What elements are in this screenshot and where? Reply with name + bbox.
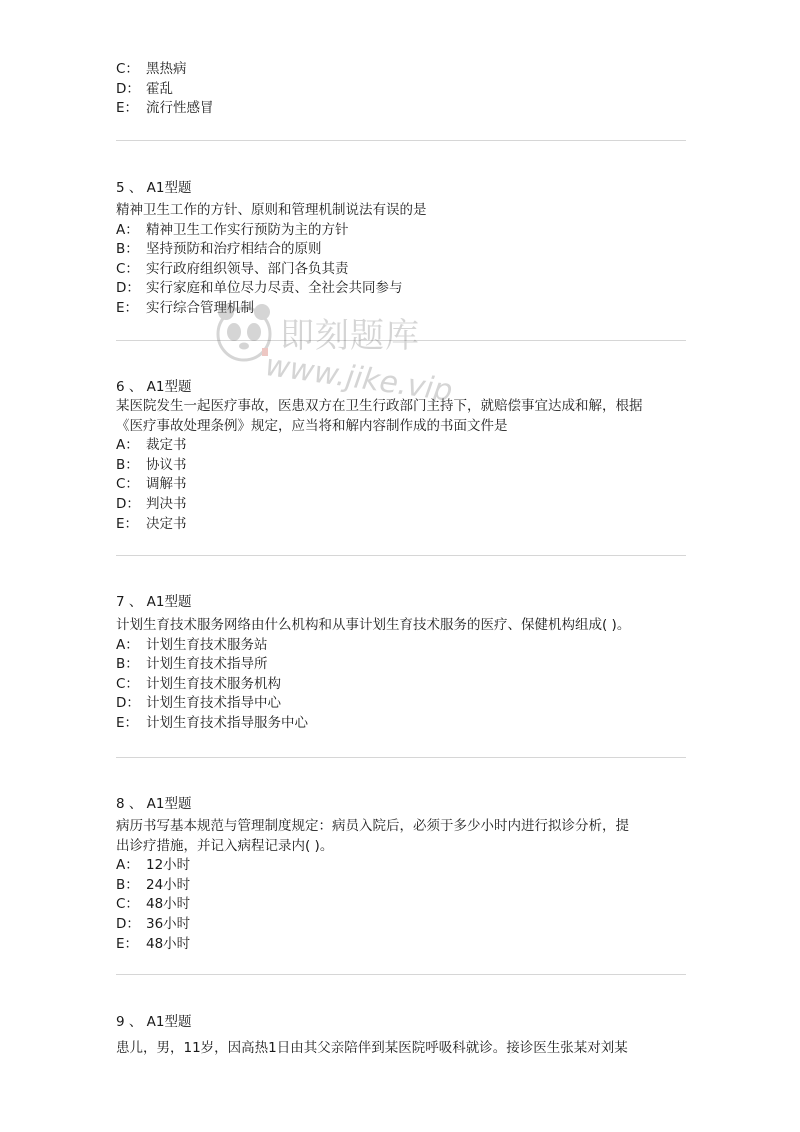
option-b: B： 计划生育技术指导所 [116, 655, 688, 675]
question-5 [116, 201, 688, 319]
question-9 [116, 1039, 688, 1059]
option-c: C： 调解书 [116, 475, 688, 495]
option-text: 计划生育技术指导所 [146, 656, 268, 673]
question-stem: 病历书写基本规范与管理制度规定：病员入院后，必须于多少小时内进行拟诊分析，提 [116, 818, 629, 834]
question-6 [116, 397, 688, 534]
option-b: B： 坚持预防和治疗相结合的原则 [116, 240, 688, 260]
option-c: C： 48小时 [116, 895, 688, 915]
divider [116, 757, 686, 758]
option-text: 霍乱 [146, 80, 173, 97]
option-text: 24小时 [146, 876, 191, 893]
option-text: 48小时 [146, 935, 191, 952]
question-stem: 计划生育技术服务网络由什么机构和从事计划生育技术服务的医疗、保健机构组成( )。 [116, 617, 631, 633]
option-text: 计划生育技术指导中心 [146, 695, 281, 712]
question-header-6: 6 、 A1型题 [116, 379, 192, 395]
option-c: C： 计划生育技术服务机构 [116, 675, 688, 695]
question-header-7: 7 、 A1型题 [116, 594, 192, 610]
divider [116, 140, 686, 141]
option-d: D： 计划生育技术指导中心 [116, 694, 688, 714]
option-b: B： 协议书 [116, 456, 688, 476]
option-d: D： 霍乱 [116, 80, 688, 100]
option-a: A： 12小时 [116, 856, 688, 876]
question-header-5: 5 、 A1型题 [116, 180, 192, 196]
option-d: D： 判决书 [116, 495, 688, 515]
watermark-brand: 即刻题库 [280, 316, 420, 356]
option-text: 实行家庭和单位尽力尽责、全社会共同参与 [146, 280, 403, 297]
question-stem: 精神卫生工作的方针、原则和管理机制说法有误的是 [116, 202, 427, 218]
option-text: 流行性感冒 [146, 100, 214, 117]
question-stem: 患儿，男，11岁，因高热1日由其父亲陪伴到某医院呼吸科就诊。接诊医生张某对刘某 [116, 1040, 628, 1056]
question-7 [116, 616, 688, 734]
option-text: 实行政府组织领导、部门各负其责 [146, 260, 349, 277]
divider [116, 974, 686, 975]
option-text: 12小时 [146, 857, 191, 874]
option-b: B： 24小时 [116, 876, 688, 896]
option-text: 调解书 [146, 476, 187, 493]
option-text: 48小时 [146, 896, 191, 913]
option-text: 计划生育技术指导服务中心 [146, 714, 308, 731]
question-header-9: 9 、 A1型题 [116, 1014, 192, 1030]
option-text: 计划生育技术服务机构 [146, 675, 281, 692]
divider [116, 340, 686, 341]
question-stem: 出诊疗措施，并记入病程记录内( )。 [116, 837, 334, 854]
option-text: 判决书 [146, 495, 187, 512]
prev-question-options [116, 60, 688, 119]
option-text: 裁定书 [146, 437, 187, 454]
option-a: A： 裁定书 [116, 436, 688, 456]
option-e: E： 决定书 [116, 515, 688, 535]
divider [116, 555, 686, 556]
question-stem: 《医疗事故处理条例》规定，应当将和解内容制作成的书面文件是 [116, 417, 508, 434]
option-a: A： 精神卫生工作实行预防为主的方针 [116, 221, 688, 241]
option-e: E： 实行综合管理机制 [116, 299, 688, 319]
option-c: C： 实行政府组织领导、部门各负其责 [116, 260, 688, 280]
option-text: 坚持预防和治疗相结合的原则 [146, 241, 322, 258]
question-stem: 某医院发生一起医疗事故，医患双方在卫生行政部门主持下，就赔偿事宜达成和解，根据 [116, 398, 643, 414]
watermark-url: www.jike.vip [263, 348, 455, 409]
option-c: C： 黑热病 [116, 60, 688, 80]
option-text: 36小时 [146, 915, 191, 932]
option-text: 协议书 [146, 456, 187, 473]
option-text: 精神卫生工作实行预防为主的方针 [146, 221, 349, 238]
option-e: E： 计划生育技术指导服务中心 [116, 714, 688, 734]
option-text: 实行综合管理机制 [146, 299, 254, 316]
option-e: E： 流行性感冒 [116, 99, 688, 119]
option-a: A： 计划生育技术服务站 [116, 636, 688, 656]
option-d: D： 实行家庭和单位尽力尽责、全社会共同参与 [116, 279, 688, 299]
option-text: 决定书 [146, 515, 187, 532]
option-text: 计划生育技术服务站 [146, 636, 268, 653]
question-header-8: 8 、 A1型题 [116, 796, 192, 812]
option-e: E： 48小时 [116, 935, 688, 955]
option-d: D： 36小时 [116, 915, 688, 935]
question-8 [116, 817, 688, 954]
option-text: 黑热病 [146, 61, 187, 77]
